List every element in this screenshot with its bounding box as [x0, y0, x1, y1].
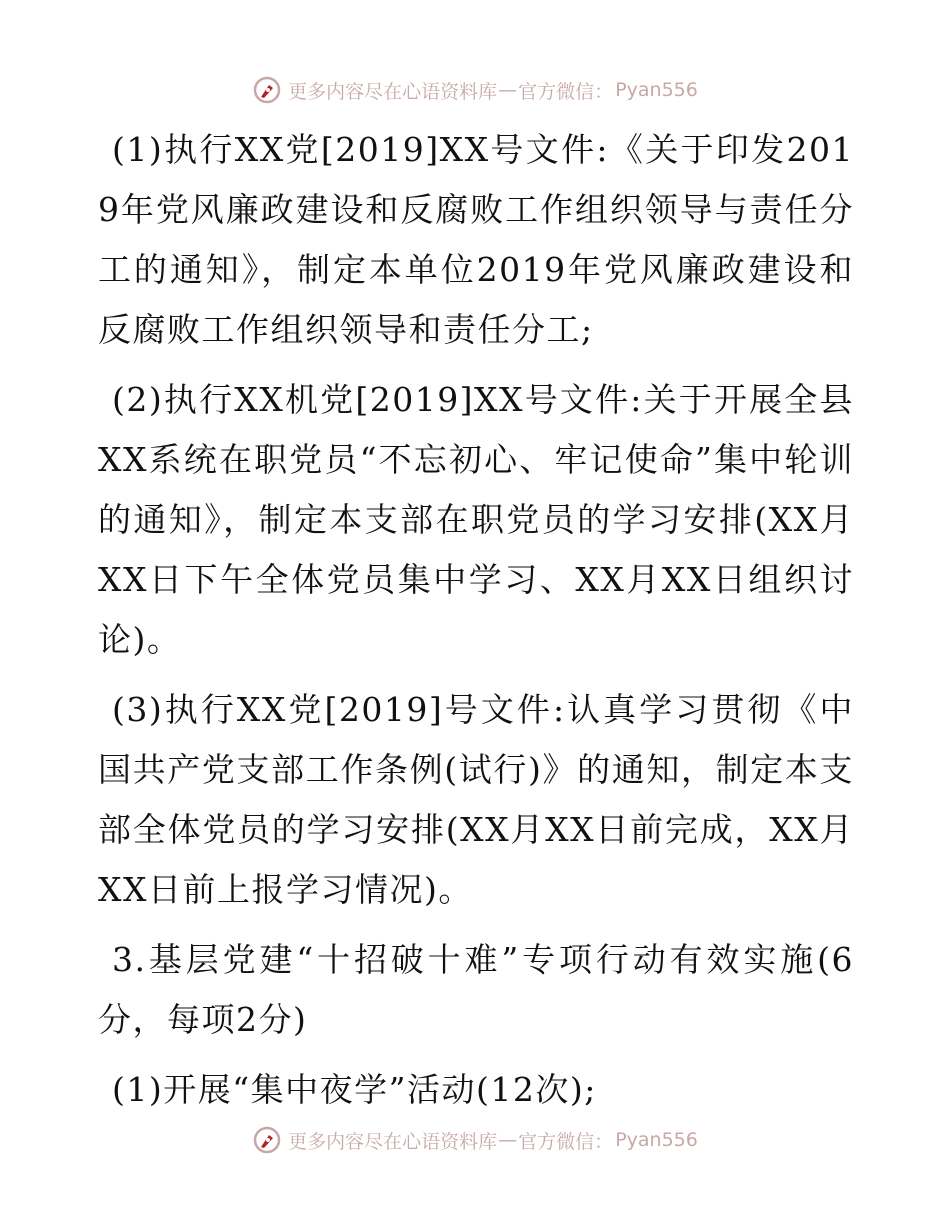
section-heading-3: 3.基层党建“十招破十难”专项行动有效实施(6分，每项2分) [98, 940, 854, 1039]
watermark-separator: — [498, 1129, 518, 1151]
paragraph-subitem-1: (1)开展“集中夜学”活动(12次); [112, 1070, 597, 1109]
pen-nib-circle-icon [252, 75, 282, 105]
watermark-main-text: 更多内容尽在心语资料库 [288, 1130, 498, 1153]
watermark-wechat-id: Pyan556 [615, 1129, 698, 1151]
footer-watermark [0, 1120, 950, 1160]
watermark-main-text: 更多内容尽在心语资料库 [288, 80, 498, 103]
watermark-separator: — [498, 79, 518, 101]
paragraph-item-3: (3)执行XX党[2019]号文件:认真学习贯彻《中国共产党支部工作条例(试行)》的通知，制定本支部全体党员的学习安排(XX月XX日前完成，XX月XX日前上报学习情况)。 [98, 690, 854, 909]
header-watermark [0, 70, 950, 110]
paragraph-item-1: (1)执行XX党[2019]XX号文件:《关于印发2019年党风廉政建设和反腐败工作组织领导与责任分工的通知》，制定本单位2019年党风廉政建设和反腐败工作组织领导和责任分工; [98, 130, 854, 349]
watermark-wechat-id: Pyan556 [615, 79, 698, 101]
watermark-label: 官方微信： [518, 80, 614, 103]
pen-nib-circle-icon [252, 1125, 282, 1155]
paragraph-item-2: (2)执行XX机党[2019]XX号文件:关于开展全县XX系统在职党员“不忘初心、牢记使命”集中轮训的通知》，制定本支部在职党员的学习安排(XX月XX日下午全体党员集中学习、XX月XX日组织讨论)。 [98, 380, 854, 659]
document-body [98, 120, 854, 1120]
watermark-label: 官方微信： [518, 1130, 614, 1153]
